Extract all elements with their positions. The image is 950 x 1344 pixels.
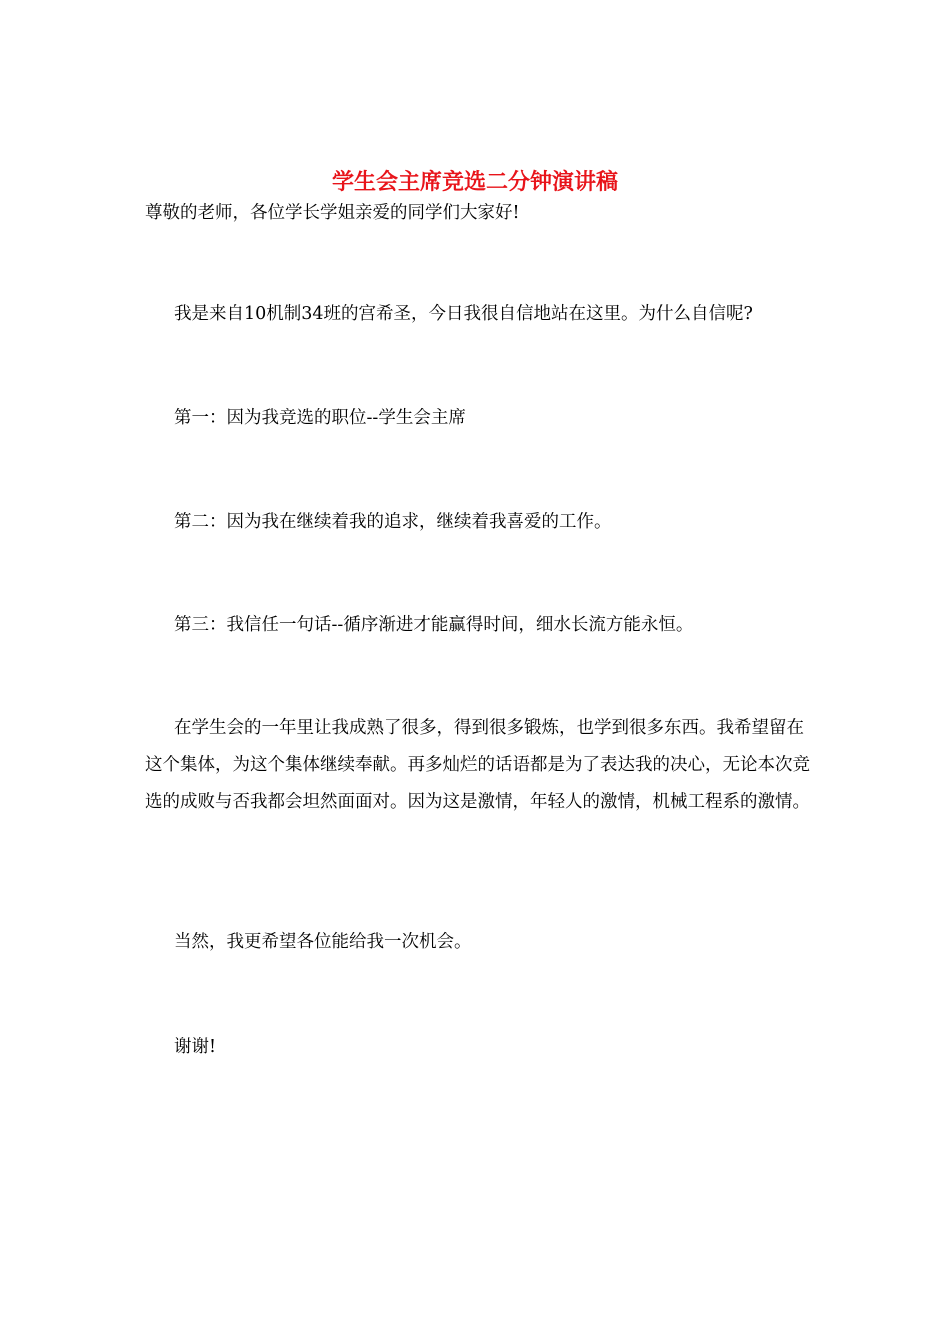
greeting-paragraph: 尊敬的老师，各位学长学姐亲爱的同学们大家好! [145,203,520,223]
document-title: 学生会主席竞选二分钟演讲稿 [331,169,618,195]
intro-paragraph: 我是来自10机制34班的宫希圣，今日我很自信地站在这里。为什么自信呢? [174,304,753,324]
experience-paragraph: 在学生会的一年里让我成熟了很多，得到很多锻炼，也学到很多东西。我希望留在这个集体，为这个集体继续奉献。再多灿烂的话语都是为了表达我的决心，无论本次竞选的成败与否我都会坦然面面对。因为这是激情，年轻人的激情，机械工程系的激情。 [145,718,810,812]
thanks-paragraph: 谢谢! [174,1037,217,1057]
request-paragraph: 当然，我更希望各位能给我一次机会。 [174,932,472,952]
reason-two-paragraph: 第二：因为我在继续着我的追求，继续着我喜爱的工作。 [174,512,612,532]
reason-three-paragraph: 第三：我信任一句话--循序渐进才能赢得时间，细水长流方能永恒。 [174,615,694,635]
reason-one-paragraph: 第一：因为我竞选的职位--学生会主席 [174,408,466,428]
